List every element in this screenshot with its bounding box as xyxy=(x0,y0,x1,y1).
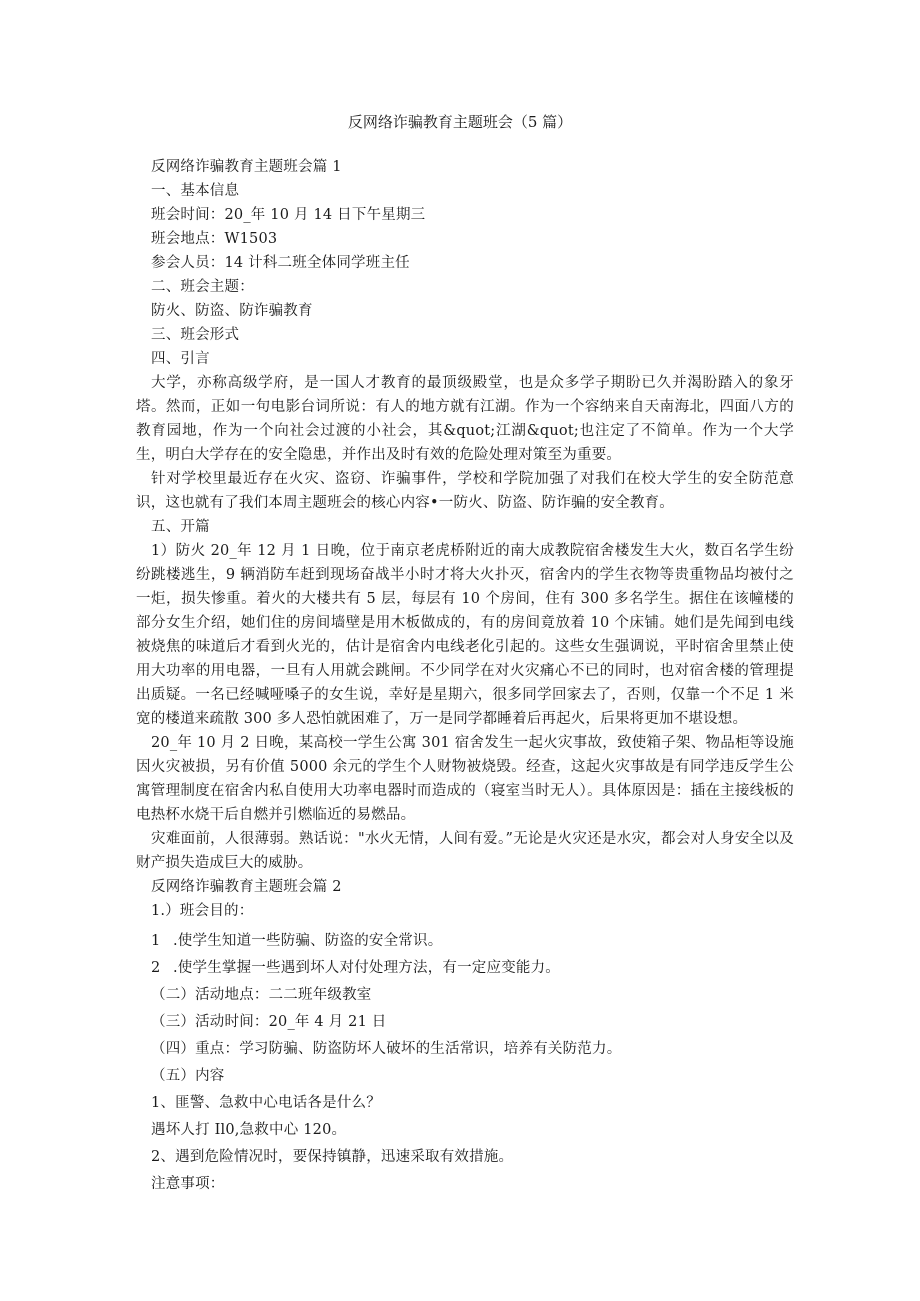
goal-item-2 xyxy=(136,956,794,980)
intro-paragraph: 大学，亦称高级学府，是一国人才教育的最顶级殿堂，也是众多学子期盼已久并渴盼踏入的象牙塔。然而，正如一句电影台词所说：有人的地方就有江湖。作为一个容纳来自天南海北，四面八方的教育园地，作为一个向社会过渡的小社会，其&quot;江湖&quot;也注定了不简单。作为一个大学生，明白大学存在的安全隐患，并作出及时有效的危险处理对策至为重要。 xyxy=(136,375,794,463)
document-body xyxy=(136,155,794,1196)
notes-heading: 注意事项： xyxy=(151,1176,225,1192)
meeting-attendees: 参会人员：14 计科二班全体同学班主任 xyxy=(151,255,410,271)
goal-item-1-number: 1 xyxy=(151,933,161,949)
section-intro: 四、引言 xyxy=(151,351,210,367)
goal-item-2-number: 2 xyxy=(151,960,161,976)
content-answer-1: 遇坏人打 Il0,急救中心 120。 xyxy=(151,1122,347,1138)
meeting-time: 班会时间：20_年 10 月 14 日下午星期三 xyxy=(151,207,426,223)
activity-location: （二）活动地点：二二班年级教室 xyxy=(151,987,372,1003)
content-point-2: 2、遇到危险情况时，要保持镇静，迅速采取有效措施。 xyxy=(151,1149,514,1165)
activity-focus: （四）重点：学习防骗、防盗防坏人破坏的生活常识，培养有关防范力。 xyxy=(151,1041,622,1057)
focus-paragraph: 针对学校里最近存在火灾、盗窃、诈骗事件，学校和学院加强了对我们在校大学生的安全防范意识，这也就有了我们本周主题班会的核心内容•一防火、防盗、防诈骗的安全教育。 xyxy=(136,471,794,511)
meeting-location: 班会地点：W1503 xyxy=(151,231,278,247)
activity-time: （三）活动时间：20_年 4 月 21 日 xyxy=(151,1014,387,1030)
goal-item-2-text: .使学生掌握一些遇到坏人对付处理方法，有一定应变能力。 xyxy=(173,960,561,976)
theme-text: 防火、防盗、防诈骗教育 xyxy=(151,303,313,319)
section-theme: 二、班会主题： xyxy=(151,279,254,295)
part1-heading: 反网络诈骗教育主题班会篇 1 xyxy=(151,159,342,175)
fire-case-1-paragraph: 1）防火 20_年 12 月 1 日晚，位于南京老虎桥附近的南大成教院宿舍楼发生大火，数百名学生纷纷跳楼逃生，9 辆消防车赶到现场奋战半小时才将大火扑灭，宿舍内的学生衣物等贵重物品均被付之一炬，损失惨重。着火的大楼共有 5 层，每层有 10 个房间，住有 300 多名学生。据住在该幢楼的部分女生介绍，她们住的房间墙壁是用木板做成的，有的房间竟放着 10 个床铺。她们是先闻到电线被烧焦的味道后才看到火光的，估计是宿舍内电线老化引起的。这些女生强调说，平时宿舍里禁止使用大功率的用电器，一旦有人用就会跳闸。不少同学在对火灾痛心不已的同时，也对宿舍楼的管理提出质疑。一名已经喊哑嗓子的女生说，幸好是星期六，很多同学回家去了，否则，仅靠一个不足 1 米宽的楼道来疏散 300 多人恐怕就困难了，万一是同学都睡着后再起火，后果将更加不堪设想。 xyxy=(136,543,794,727)
part2-heading: 反网络诈骗教育主题班会篇 2 xyxy=(151,879,342,895)
activity-content-heading: （五）内容 xyxy=(151,1068,225,1084)
goal-item-1 xyxy=(136,929,794,953)
section-basic-info: 一、基本信息 xyxy=(151,183,240,199)
section-opening: 五、开篇 xyxy=(151,519,210,535)
fire-case-2-paragraph: 20_年 10 月 2 日晚，某高校一学生公寓 301 宿舍发生一起火灾事故，致使箱子架、物品柜等设施因火灾被损，另有价值 5000 余元的学生个人财物被烧毁。经查，这起火灾事故是有同学违反学生公寓管理制度在宿舍内私自使用大功率电器时而造成的（寝室当时无人）。具体原因是：插在主接线板的电热杯水烧干后自燃并引燃临近的易燃品。 xyxy=(136,735,794,823)
section-format: 三、班会形式 xyxy=(151,327,240,343)
part2-goal-heading: 1.）班会目的： xyxy=(151,903,254,919)
goal-item-1-text: .使学生知道一些防骗、防盗的安全常识。 xyxy=(173,933,443,949)
fire-summary-paragraph: 灾难面前，人很薄弱。熟话说："水火无情，人间有爱。”无论是火灾还是水灾，都会对人身安全以及财产损失造成巨大的威胁。 xyxy=(136,831,794,871)
content-question-1: 1、匪警、急救中心电话各是什么？ xyxy=(151,1095,381,1111)
document-title: 反网络诈骗教育主题班会（5 篇） xyxy=(347,113,573,131)
